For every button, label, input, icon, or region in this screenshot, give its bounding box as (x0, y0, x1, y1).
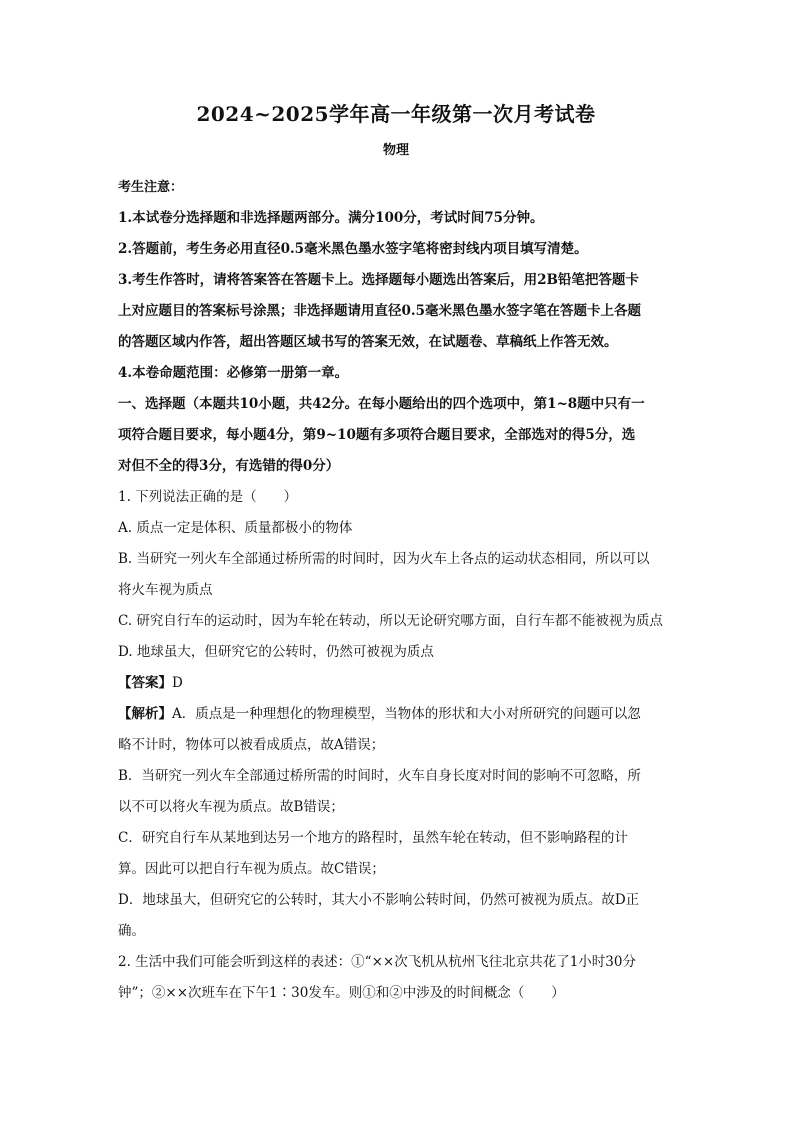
analysis-line: 确。 (118, 923, 145, 939)
notes-line: 的答题区域内作答，超出答题区域书写的答案无效，在试题卷、草稿纸上作答无效。 (118, 334, 618, 350)
analysis-text: A．质点是一种理想化的物理模型，当物体的形状和大小对所研究的问题可以忽 (172, 706, 641, 722)
notes-line: 3.考生作答时，请将答案答在答题卡上。选择题每小题选出答案后，用2B铅笔把答题卡 (118, 272, 639, 288)
notes-line: 1.本试卷分选择题和非选择题两部分。满分100分，考试时间75分钟。 (118, 210, 544, 226)
section-line: 对但不全的得3分，有选错的得0分） (118, 458, 340, 474)
notes-line: 2.答题前，考生务必用直径0.5毫米黑色墨水签字笔将密封线内项目填写清楚。 (118, 241, 588, 257)
exam-page (118, 100, 674, 1009)
analysis-line: C．研究自行车从某地到达另一个地方的路程时，虽然车轮在转动，但不影响路程的计 (118, 830, 628, 846)
option-a: A. 质点一定是体积、质量都极小的物体 (118, 520, 353, 536)
answer-value: D (172, 675, 183, 691)
question-stem: 2. 生活中我们可能会听到这样的表述：①“××次飞机从杭州飞往北京共花了1小时30分 (118, 954, 636, 970)
analysis-line (118, 699, 674, 730)
option-b-continued: 将火车视为质点 (118, 582, 213, 598)
section-one-instructions (118, 389, 674, 482)
section-line: 项符合题目要求，每小题4分，第9~10题有多项符合题目要求，全部选对的得5分，选 (118, 427, 636, 443)
subject-label: 物理 (382, 143, 409, 158)
question-2 (118, 947, 674, 1009)
analysis-line: 略不计时，物体可以被看成质点，故A错误； (118, 737, 385, 753)
analysis-line: 以不可以将火车视为质点。故B错误； (118, 799, 344, 815)
exam-title: 2024~2025学年高一年级第一次月考试卷 (196, 102, 596, 126)
notes-heading: 考生注意： (118, 180, 184, 195)
answer-label: 【答案】 (118, 675, 172, 691)
analysis-label: 【解析】 (118, 706, 172, 722)
option-b: B. 当研究一列火车全部通过桥所需的时间时，因为火车上各点的运动状态相同，所以可以 (118, 551, 650, 567)
question-stem: 1. 下列说法正确的是（ ） (118, 489, 298, 505)
option-d: D. 地球虽大，但研究它的公转时，仍然可被视为质点 (118, 644, 434, 660)
section-line: 一、选择题（本题共10小题，共42分。在每小题给出的四个选项中，第1~8题中只有一 (118, 396, 645, 412)
analysis-line: B．当研究一列火车全部通过桥所需的时间时，火车自身长度对时间的影响不可忽略，所 (118, 768, 641, 784)
notes-line: 4.本卷命题范围：必修第一册第一章。 (118, 365, 349, 381)
question-1 (118, 482, 674, 947)
question-stem-continued: 钟”；②××次班车在下午1∶30发车。则①和②中涉及的时间概念（ ） (118, 985, 565, 1001)
option-c: C. 研究自行车的运动时，因为车轮在转动，所以无论研究哪方面，自行车都不能被视为质点 (118, 613, 663, 629)
answer-line (118, 668, 674, 699)
candidate-notes (118, 172, 674, 389)
notes-line: 上对应题目的答案标号涂黑；非选择题请用直径0.5毫米黑色墨水签字笔在答题卡上各题 (118, 303, 641, 319)
analysis-line: 算。因此可以把自行车视为质点。故C错误； (118, 861, 385, 877)
analysis-line: D．地球虽大，但研究它的公转时，其大小不影响公转时间，仍然可被视为质点。故D正 (118, 892, 640, 908)
